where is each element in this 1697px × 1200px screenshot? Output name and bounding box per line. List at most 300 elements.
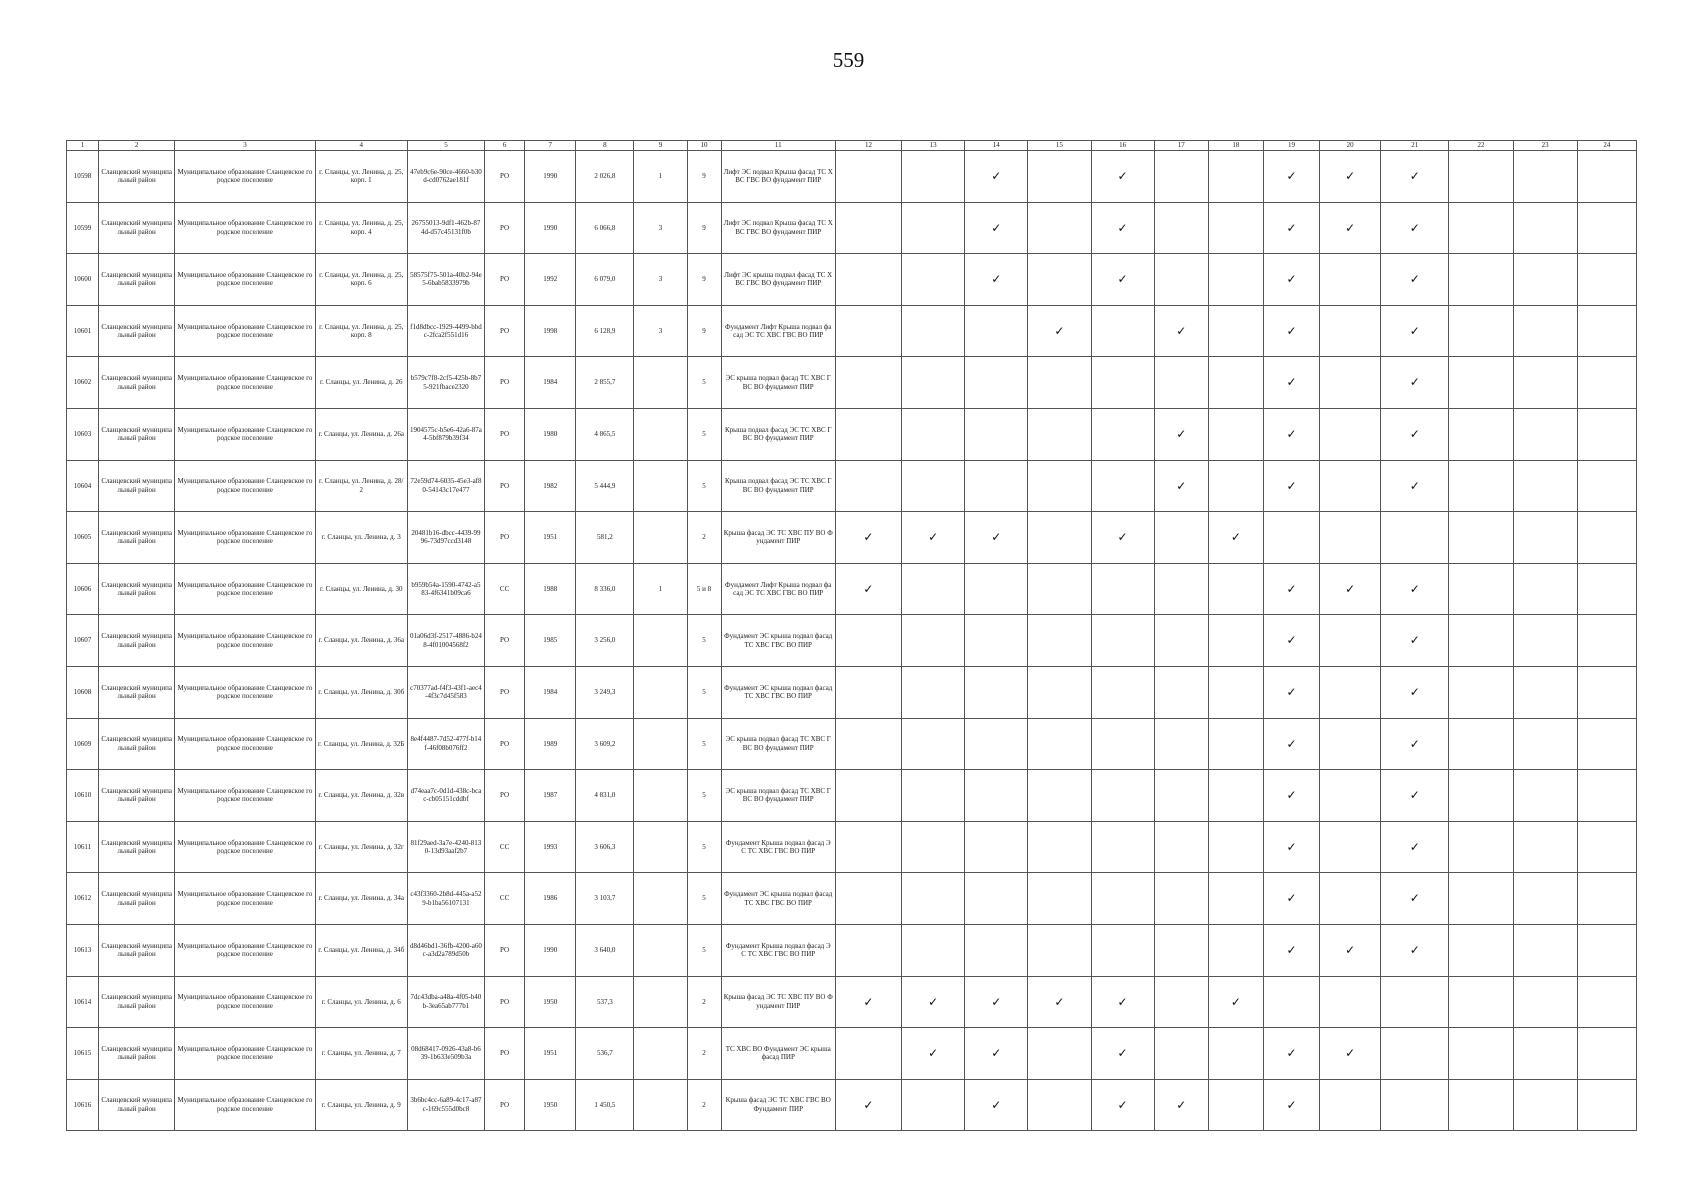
check-mark-icon: ✓ [1320, 151, 1381, 203]
cell-guid: 81f29aed-3a7e-4240-8130-13d93aaf2b7 [407, 821, 484, 873]
check-mark-icon: ✓ [1320, 202, 1381, 254]
check-mark-icon: ✓ [1154, 408, 1208, 460]
cell-floors: 9 [687, 151, 721, 203]
empty-cell [902, 770, 965, 822]
cell-municipality: Муниципальное образование Сланцевское городское поселение [175, 460, 315, 512]
empty-cell [1577, 976, 1636, 1028]
cell-floors: 5 [687, 666, 721, 718]
empty-cell [1091, 563, 1154, 615]
column-header-3: 3 [175, 141, 315, 151]
check-mark-icon: ✓ [965, 512, 1028, 564]
cell-ownership-type: РО [485, 202, 525, 254]
cell-guid: 8e4f4487-7d52-477f-b14f-46f08b076ff2 [407, 718, 484, 770]
cell-district: Сланцевский муниципальный район [99, 357, 175, 409]
empty-cell [1091, 666, 1154, 718]
check-mark-icon: ✓ [835, 563, 901, 615]
empty-cell [1577, 1028, 1636, 1080]
empty-cell [1208, 460, 1263, 512]
cell-municipality: Муниципальное образование Сланцевское городское поселение [175, 151, 315, 203]
check-mark-icon: ✓ [1091, 1079, 1154, 1131]
check-mark-icon: ✓ [1154, 460, 1208, 512]
cell-guid: 20481b16-dbcc-4439-9996-73d97ccd3148 [407, 512, 484, 564]
cell-district: Сланцевский муниципальный район [99, 718, 175, 770]
cell-municipality: Муниципальное образование Сланцевское городское поселение [175, 408, 315, 460]
cell-col-9 [634, 718, 687, 770]
table-row [67, 460, 1637, 512]
cell-address: г. Сланцы, ул. Ленина, д. 34а [315, 873, 407, 925]
cell-guid: 47eb9c6e-90ce-4660-b30d-cd0762ae181f [407, 151, 484, 203]
column-header-16: 16 [1091, 141, 1154, 151]
empty-cell [1449, 1079, 1513, 1131]
cell-area: 8 336,0 [576, 563, 634, 615]
column-header-14: 14 [965, 141, 1028, 151]
cell-col-9 [634, 924, 687, 976]
cell-area: 2 026,8 [576, 151, 634, 203]
check-mark-icon: ✓ [965, 976, 1028, 1028]
empty-cell [1577, 357, 1636, 409]
column-header-11: 11 [721, 141, 835, 151]
cell-ownership-type: РО [485, 151, 525, 203]
cell-guid: 7dc43dba-a48a-4f05-b40b-3ea65ab777b1 [407, 976, 484, 1028]
empty-cell [835, 202, 901, 254]
empty-cell [1028, 770, 1091, 822]
empty-cell [1208, 718, 1263, 770]
cell-guid: c70377ad-f4f3-43f1-aec4-4f3c7d45f583 [407, 666, 484, 718]
check-mark-icon: ✓ [965, 254, 1028, 306]
cell-address: г. Сланцы, ул. Ленина, д. 36а [315, 615, 407, 667]
empty-cell [1208, 821, 1263, 873]
empty-cell [835, 873, 901, 925]
empty-cell [1091, 873, 1154, 925]
empty-cell [1028, 460, 1091, 512]
empty-cell [1577, 460, 1636, 512]
check-mark-icon: ✓ [1381, 666, 1449, 718]
check-mark-icon: ✓ [1263, 718, 1319, 770]
empty-cell [1513, 1079, 1577, 1131]
empty-cell [1028, 1028, 1091, 1080]
empty-cell [1208, 202, 1263, 254]
check-mark-icon: ✓ [1091, 254, 1154, 306]
empty-cell [1028, 924, 1091, 976]
cell-floors: 5 [687, 770, 721, 822]
column-header-19: 19 [1263, 141, 1319, 151]
cell-year: 1989 [525, 718, 576, 770]
cell-floors: 5 [687, 873, 721, 925]
cell-works: Фундамент ЭС крыша подвал фасад ТС ХВС ГВС ВО ПИР [721, 873, 835, 925]
check-mark-icon: ✓ [1381, 460, 1449, 512]
empty-cell [1091, 718, 1154, 770]
check-mark-icon: ✓ [1263, 408, 1319, 460]
cell-municipality: Муниципальное образование Сланцевское городское поселение [175, 1028, 315, 1080]
cell-year: 1984 [525, 357, 576, 409]
cell-area: 3 606,3 [576, 821, 634, 873]
check-mark-icon: ✓ [1154, 305, 1208, 357]
column-header-7: 7 [525, 141, 576, 151]
cell-floors: 5 [687, 615, 721, 667]
cell-id: 10615 [67, 1028, 99, 1080]
check-mark-icon: ✓ [1263, 770, 1319, 822]
check-mark-icon: ✓ [1091, 512, 1154, 564]
cell-id: 10598 [67, 151, 99, 203]
cell-id: 10604 [67, 460, 99, 512]
empty-cell [902, 666, 965, 718]
cell-area: 3 103,7 [576, 873, 634, 925]
empty-cell [1449, 151, 1513, 203]
cell-col-9: 1 [634, 151, 687, 203]
cell-municipality: Муниципальное образование Сланцевское городское поселение [175, 305, 315, 357]
empty-cell [1513, 460, 1577, 512]
empty-cell [965, 408, 1028, 460]
cell-col-9 [634, 512, 687, 564]
cell-ownership-type: РО [485, 718, 525, 770]
cell-col-9 [634, 1079, 687, 1131]
empty-cell [1449, 770, 1513, 822]
cell-address: г. Сланцы, ул. Ленина, д. 25, корп. 4 [315, 202, 407, 254]
cell-col-9 [634, 873, 687, 925]
check-mark-icon: ✓ [1091, 202, 1154, 254]
empty-cell [1513, 305, 1577, 357]
table-row [67, 976, 1637, 1028]
cell-area: 2 855,7 [576, 357, 634, 409]
cell-id: 10599 [67, 202, 99, 254]
table-row [67, 512, 1637, 564]
table-row [67, 1028, 1637, 1080]
empty-cell [1154, 512, 1208, 564]
empty-cell [902, 305, 965, 357]
empty-cell [1154, 357, 1208, 409]
cell-guid: 26755013-9df1-462b-874d-d57c45131f0b [407, 202, 484, 254]
check-mark-icon: ✓ [902, 976, 965, 1028]
table-row [67, 408, 1637, 460]
cell-district: Сланцевский муниципальный район [99, 305, 175, 357]
cell-district: Сланцевский муниципальный район [99, 512, 175, 564]
cell-col-9 [634, 460, 687, 512]
column-header-18: 18 [1208, 141, 1263, 151]
check-mark-icon: ✓ [1208, 512, 1263, 564]
empty-cell [1381, 512, 1449, 564]
table-row [67, 770, 1637, 822]
cell-district: Сланцевский муниципальный район [99, 924, 175, 976]
check-mark-icon: ✓ [1263, 615, 1319, 667]
cell-year: 1982 [525, 460, 576, 512]
empty-cell [1154, 873, 1208, 925]
cell-guid: c43f3360-2b8d-445a-a529-b1ba56107131 [407, 873, 484, 925]
empty-cell [1028, 1079, 1091, 1131]
empty-cell [1208, 666, 1263, 718]
cell-ownership-type: РО [485, 512, 525, 564]
empty-cell [1449, 563, 1513, 615]
check-mark-icon: ✓ [1091, 1028, 1154, 1080]
column-header-17: 17 [1154, 141, 1208, 151]
empty-cell [1154, 976, 1208, 1028]
table-row [67, 615, 1637, 667]
empty-cell [1513, 151, 1577, 203]
empty-cell [1091, 357, 1154, 409]
cell-municipality: Муниципальное образование Сланцевское городское поселение [175, 666, 315, 718]
table-row [67, 357, 1637, 409]
check-mark-icon: ✓ [1263, 202, 1319, 254]
cell-col-9: 3 [634, 305, 687, 357]
empty-cell [835, 770, 901, 822]
empty-cell [1577, 615, 1636, 667]
empty-cell [835, 460, 901, 512]
column-header-4: 4 [315, 141, 407, 151]
cell-guid: b579c7f8-2cf5-425b-8b75-921fbace2320 [407, 357, 484, 409]
empty-cell [1320, 305, 1381, 357]
cell-works: Фундамент Крыша подвал фасад ЭС ТС ХВС ГВС ВО ПИР [721, 821, 835, 873]
empty-cell [1208, 305, 1263, 357]
cell-ownership-type: РО [485, 666, 525, 718]
empty-cell [902, 615, 965, 667]
cell-works: Фундамент Лифт Крыша подвал фасад ЭС ТС ХВС ГВС ВО ПИР [721, 563, 835, 615]
empty-cell [1320, 821, 1381, 873]
cell-works: Фундамент Лифт Крыша подвал фасад ЭС ТС ХВС ГВС ВО ПИР [721, 305, 835, 357]
empty-cell [1449, 976, 1513, 1028]
empty-cell [1028, 821, 1091, 873]
cell-address: г. Сланцы, ул. Ленина, д. 30 [315, 563, 407, 615]
empty-cell [1577, 202, 1636, 254]
empty-cell [902, 151, 965, 203]
empty-cell [902, 254, 965, 306]
empty-cell [1513, 202, 1577, 254]
cell-floors: 9 [687, 202, 721, 254]
cell-floors: 5 [687, 357, 721, 409]
empty-cell [902, 202, 965, 254]
check-mark-icon: ✓ [1320, 563, 1381, 615]
cell-works: ТС ХВС ВО Фундамент ЭС крыша фасад ПИР [721, 1028, 835, 1080]
empty-cell [1028, 615, 1091, 667]
cell-address: г. Сланцы, ул. Ленина, д. 32г [315, 821, 407, 873]
cell-district: Сланцевский муниципальный район [99, 151, 175, 203]
cell-floors: 5 [687, 460, 721, 512]
check-mark-icon: ✓ [1263, 357, 1319, 409]
empty-cell [1449, 666, 1513, 718]
empty-cell [1154, 821, 1208, 873]
cell-guid: f1d8dbcc-1929-4499-bbdc-2fca2f551d16 [407, 305, 484, 357]
table-row [67, 821, 1637, 873]
cell-address: г. Сланцы, ул. Ленина, д. 34б [315, 924, 407, 976]
cell-col-9 [634, 357, 687, 409]
empty-cell [1320, 873, 1381, 925]
empty-cell [1091, 305, 1154, 357]
cell-col-9 [634, 976, 687, 1028]
column-header-2: 2 [99, 141, 175, 151]
empty-cell [1208, 770, 1263, 822]
table-row [67, 254, 1637, 306]
cell-works: Крыша фасад ЭС ТС ХВС ПУ ВО Фундамент ПИР [721, 976, 835, 1028]
empty-cell [1154, 151, 1208, 203]
cell-guid: 72e59d74-6035-45e3-af80-54143c17e477 [407, 460, 484, 512]
empty-cell [1091, 924, 1154, 976]
empty-cell [835, 924, 901, 976]
cell-area: 536,7 [576, 1028, 634, 1080]
empty-cell [1320, 666, 1381, 718]
column-header-8: 8 [576, 141, 634, 151]
empty-cell [965, 718, 1028, 770]
empty-cell [1320, 718, 1381, 770]
cell-area: 3 609,2 [576, 718, 634, 770]
cell-floors: 5 [687, 924, 721, 976]
column-header-6: 6 [485, 141, 525, 151]
cell-municipality: Муниципальное образование Сланцевское городское поселение [175, 563, 315, 615]
empty-cell [1154, 254, 1208, 306]
cell-district: Сланцевский муниципальный район [99, 770, 175, 822]
cell-year: 1950 [525, 1079, 576, 1131]
cell-guid: b959b54a-1590-4742-a583-4f6341b09ca6 [407, 563, 484, 615]
empty-cell [1513, 873, 1577, 925]
cell-area: 1 450,5 [576, 1079, 634, 1131]
cell-area: 5 444,9 [576, 460, 634, 512]
table-row [67, 202, 1637, 254]
empty-cell [1263, 512, 1319, 564]
empty-cell [1320, 512, 1381, 564]
cell-works: Фундамент ЭС крыша подвал фасад ТС ХВС ГВС ВО ПИР [721, 666, 835, 718]
empty-cell [1208, 1079, 1263, 1131]
empty-cell [1091, 615, 1154, 667]
cell-ownership-type: СС [485, 821, 525, 873]
cell-address: г. Сланцы, ул. Ленина, д. 25, корп. 6 [315, 254, 407, 306]
cell-works: Крыша подвал фасад ЭС ТС ХВС ГВС ВО фундамент ПИР [721, 460, 835, 512]
cell-address: г. Сланцы, ул. Ленина, д. 25, корп. 8 [315, 305, 407, 357]
empty-cell [1577, 873, 1636, 925]
cell-municipality: Муниципальное образование Сланцевское городское поселение [175, 1079, 315, 1131]
cell-area: 581,2 [576, 512, 634, 564]
empty-cell [835, 718, 901, 770]
cell-area: 537,3 [576, 976, 634, 1028]
cell-id: 10602 [67, 357, 99, 409]
empty-cell [1154, 1028, 1208, 1080]
empty-cell [1208, 873, 1263, 925]
cell-ownership-type: РО [485, 460, 525, 512]
cell-area: 4 831,0 [576, 770, 634, 822]
empty-cell [965, 357, 1028, 409]
cell-year: 1990 [525, 151, 576, 203]
cell-floors: 5 [687, 718, 721, 770]
empty-cell [1449, 924, 1513, 976]
cell-municipality: Муниципальное образование Сланцевское городское поселение [175, 821, 315, 873]
cell-address: г. Сланцы, ул. Ленина, д. 25, корп. 1 [315, 151, 407, 203]
column-header-24: 24 [1577, 141, 1636, 151]
cell-area: 3 256,0 [576, 615, 634, 667]
cell-ownership-type: РО [485, 615, 525, 667]
cell-address: г. Сланцы, ул. Ленина, д. 26 [315, 357, 407, 409]
check-mark-icon: ✓ [1381, 718, 1449, 770]
cell-area: 6 079,0 [576, 254, 634, 306]
empty-cell [1577, 563, 1636, 615]
empty-cell [1513, 563, 1577, 615]
empty-cell [1449, 512, 1513, 564]
cell-floors: 2 [687, 1028, 721, 1080]
page-number: 559 [832, 48, 865, 72]
empty-cell [1577, 770, 1636, 822]
check-mark-icon: ✓ [1263, 821, 1319, 873]
check-mark-icon: ✓ [1381, 873, 1449, 925]
cell-district: Сланцевский муниципальный район [99, 408, 175, 460]
empty-cell [965, 563, 1028, 615]
empty-cell [1154, 770, 1208, 822]
check-mark-icon: ✓ [1263, 254, 1319, 306]
cell-year: 1988 [525, 563, 576, 615]
cell-works: ЭС крыша подвал фасад ТС ХВС ГВС ВО фундамент ПИР [721, 357, 835, 409]
empty-cell [1091, 821, 1154, 873]
cell-ownership-type: РО [485, 976, 525, 1028]
cell-id: 10612 [67, 873, 99, 925]
empty-cell [1028, 151, 1091, 203]
cell-guid: d74eaa7c-0d1d-438c-bcac-cb05151cddbf [407, 770, 484, 822]
empty-cell [1320, 357, 1381, 409]
cell-ownership-type: РО [485, 254, 525, 306]
cell-address: г. Сланцы, ул. Ленина, д. 6 [315, 976, 407, 1028]
column-header-23: 23 [1513, 141, 1577, 151]
cell-municipality: Муниципальное образование Сланцевское городское поселение [175, 512, 315, 564]
cell-year: 1950 [525, 976, 576, 1028]
cell-id: 10605 [67, 512, 99, 564]
check-mark-icon: ✓ [1091, 976, 1154, 1028]
empty-cell [1449, 202, 1513, 254]
empty-cell [1577, 1079, 1636, 1131]
check-mark-icon: ✓ [1381, 615, 1449, 667]
empty-cell [1513, 718, 1577, 770]
empty-cell [1028, 718, 1091, 770]
empty-cell [1154, 666, 1208, 718]
cell-district: Сланцевский муниципальный район [99, 1028, 175, 1080]
housing-register-table [66, 140, 1637, 1131]
empty-cell [1449, 873, 1513, 925]
empty-cell [1449, 460, 1513, 512]
check-mark-icon: ✓ [902, 512, 965, 564]
cell-district: Сланцевский муниципальный район [99, 1079, 175, 1131]
empty-cell [1028, 666, 1091, 718]
cell-works: Лифт ЭС подвал Крыша фасад ТС ХВС ГВС ВО фундамент ПИР [721, 151, 835, 203]
cell-works: ЭС крыша подвал фасад ТС ХВС ГВС ВО фундамент ПИР [721, 770, 835, 822]
cell-id: 10609 [67, 718, 99, 770]
check-mark-icon: ✓ [1263, 305, 1319, 357]
column-header-5: 5 [407, 141, 484, 151]
check-mark-icon: ✓ [1263, 666, 1319, 718]
check-mark-icon: ✓ [1381, 357, 1449, 409]
empty-cell [1028, 202, 1091, 254]
empty-cell [1320, 976, 1381, 1028]
empty-cell [902, 821, 965, 873]
cell-col-9 [634, 408, 687, 460]
check-mark-icon: ✓ [1208, 976, 1263, 1028]
cell-id: 10614 [67, 976, 99, 1028]
empty-cell [835, 305, 901, 357]
empty-cell [835, 357, 901, 409]
cell-district: Сланцевский муниципальный район [99, 873, 175, 925]
check-mark-icon: ✓ [1154, 1079, 1208, 1131]
column-header-12: 12 [835, 141, 901, 151]
cell-floors: 2 [687, 512, 721, 564]
check-mark-icon: ✓ [1263, 873, 1319, 925]
cell-municipality: Муниципальное образование Сланцевское городское поселение [175, 873, 315, 925]
cell-works: Фундамент ЭС крыша подвал фасад ТС ХВС ГВС ВО ПИР [721, 615, 835, 667]
empty-cell [1154, 563, 1208, 615]
empty-cell [965, 821, 1028, 873]
check-mark-icon: ✓ [1381, 408, 1449, 460]
cell-col-9 [634, 666, 687, 718]
empty-cell [1577, 718, 1636, 770]
cell-year: 1987 [525, 770, 576, 822]
empty-cell [1320, 1079, 1381, 1131]
empty-cell [1091, 408, 1154, 460]
cell-year: 1993 [525, 821, 576, 873]
cell-address: г. Сланцы, ул. Ленина, д. 30б [315, 666, 407, 718]
empty-cell [1513, 976, 1577, 1028]
empty-cell [902, 357, 965, 409]
empty-cell [1513, 254, 1577, 306]
empty-cell [902, 718, 965, 770]
